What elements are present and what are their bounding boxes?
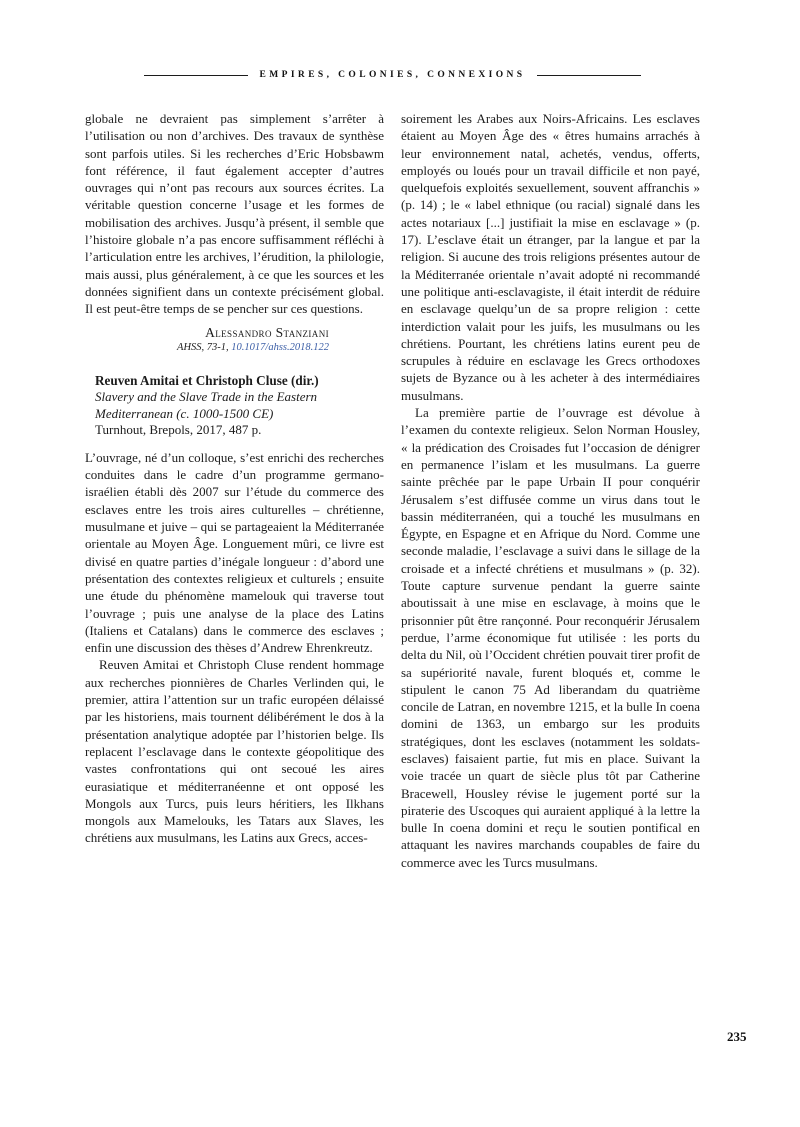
attribution-block (85, 324, 329, 355)
header-rule-right (537, 75, 641, 76)
right-column (401, 110, 700, 871)
review-imprint: Turnhout, Brepols, 2017, 487 p. (95, 422, 262, 438)
running-head (85, 70, 700, 80)
review-book-title: Slavery and the Slave Trade in the Eastern Mediterranean (c. 1000-1500 CE) (95, 389, 318, 421)
attribution-author: Alessandro Stanziani (205, 324, 329, 340)
paragraph: globale ne devraient pas simplement s’arrêter à l’utilisation ou non d’archives. Des travaux de synthèse sont parfois utiles. Si les recherches d’Eric Hobsbawm font référence, il faut également accepter d’autres ouvrages qui n’ont pas recours aux sources écrites. La véritable question concerne l’usage et les formes de mobilisation des archives. Jusqu’à présent, il semble que l’histoire globale n’a pas encore suffisamment réfléchi à l’articulation entre les archives, l’érudition, la philologie, mais aussi, plus généralement, à ce que les sources et les données signifient dans un contexte précisément global. Il est peut-être temps de se pencher sur ces questions. (85, 111, 384, 317)
journal-reference: AHSS, 73-1, (177, 341, 232, 353)
header-title: EMPIRES, COLONIES, CONNEXIONS (259, 70, 526, 80)
left-column (85, 110, 384, 871)
paragraph: Reuven Amitai et Christoph Cluse rendent hommage aux recherches pionnières de Charles Verlinden qui, le premier, attira l’attention sur un trafic européen délaissé par les historiens, mais tournent délibérément le dos à la présentation analytique adoptée par l’historien belge. Ils replacent l’esclavage dans le contexte géopolitique des vastes confrontations qui ont secoué les aires eurasiatique et méditerranéenne et ont opposé les Mongols aux Turcs, puis leurs héritiers, les Ilkhans mongols aux Mamelouks, les Tatars aux Slaves, les chrétiens aux musulmans, les Latins aux Grecs, acces- (85, 657, 384, 846)
paragraph: L’ouvrage, né d’un colloque, s’est enrichi des recherches conduites dans le cadre d’un programme germano-israélien établi dès 2007 sur l’étude du commerce des esclaves entre les trois aires culturelles – chrétienne, musulmane et juive – qui se partageaient la Méditerranée orientale au Moyen Âge. Longuement mûri, ce livre est divisé en quatre parties d’inégale longueur : d’abord une présentation des contextes religieux et culturels ; ensuite une étude du phénomène mamelouk qui traverse tout l’ouvrage ; puis une analyse de la place des Latins (Italiens et Catalans) dans le commerce des esclaves ; enfin une discussion des thèses d’Andrew Ehrenkreutz. (85, 449, 384, 656)
doi-link[interactable]: 10.1017/ahss.2018.122 (231, 341, 329, 353)
paragraph: soirement les Arabes aux Noirs-Africains. Les esclaves étaient au Moyen Âge des « êtres humains arrachés à leur environnement natal, achetés, vendus, offerts, employés ou loués pour un travail difficile et non payé, quelquefois exploités sexuellement, souvent affranchis » (p. 14) ; le « label ethnique (ou racial) signalé dans les actes notariaux [...] justifiait la mise en esclavage » (p. 17). L’esclave était un étranger, par la langue et par la religion. Si aucune des trois religions présentes autour de la Méditerranée orientale n’avait adopté ni recommandé une politique anti-esclavagiste, il était interdit de réduire en esclavage quelqu’un de sa propre religion : cette interdiction valait pour les juifs, les musulmans ou les chrétiens. Pourtant, les chrétiens latins eurent peu de scrupules à réduire en esclavage les Grecs orthodoxes sujets de Byzance ou à les acheter à des intermédiaires musulmans. (401, 111, 700, 403)
review-header (95, 373, 384, 439)
review-editors: Reuven Amitai et Christoph Cluse (dir.) (95, 372, 319, 388)
paragraph: La première partie de l’ouvrage est dévolue à l’examen du contexte religieux. Selon Norman Housley, « la prédication des Croisades fut l’occasion de dénigrer en permanence l’islam et les musulmans. La guerre sainte prêchée par le pape Urbain II pour conquérir Jérusalem s’est diffusée comme un virus dans tout le bassin méditerranéen, qui a touché les musulmans en Égypte, en Espagne et en Afrique du Nord. Comme une seconde maladie, l’esclavage a suivi dans le sillage de la croisade et a infecté chrétiens et musulmans » (p. 32). Toute capture survenue pendant la guerre sainte aboutissait à une mise en esclavage, à moins que le prisonnier pût être rançonné. Pour reconquérir Jérusalem perdue, l’arme économique fut utilisée : les ports du delta du Nil, où l’Occident chrétien pouvait tirer profit de sa supériorité navale, furent bloqués et, comme le stipulent le canon 75 Ad liberandam du quatrième concile de Latran, en novembre 1215, et la bulle In coena domini de 1363, un embargo sur les produits stratégiques, dont les esclaves (notamment les soldats-esclaves) faisaient partie, fut mis en place. Suivant la voie tracée un quart de siècle plus tôt par Catherine Bracewell, Housley révise le jugement porté sur la piraterie des Uscoques qui auraient appliqué à la lettre la bulle In coena domini et reçu le soutien pontifical en attaquant les navires marchands coupables de faire du commerce avec les Turcs musulmans. (401, 405, 700, 870)
header-rule-left (144, 75, 248, 76)
page-number: 235 (727, 1029, 747, 1044)
attribution-citation (85, 341, 329, 355)
text-columns (85, 110, 700, 871)
